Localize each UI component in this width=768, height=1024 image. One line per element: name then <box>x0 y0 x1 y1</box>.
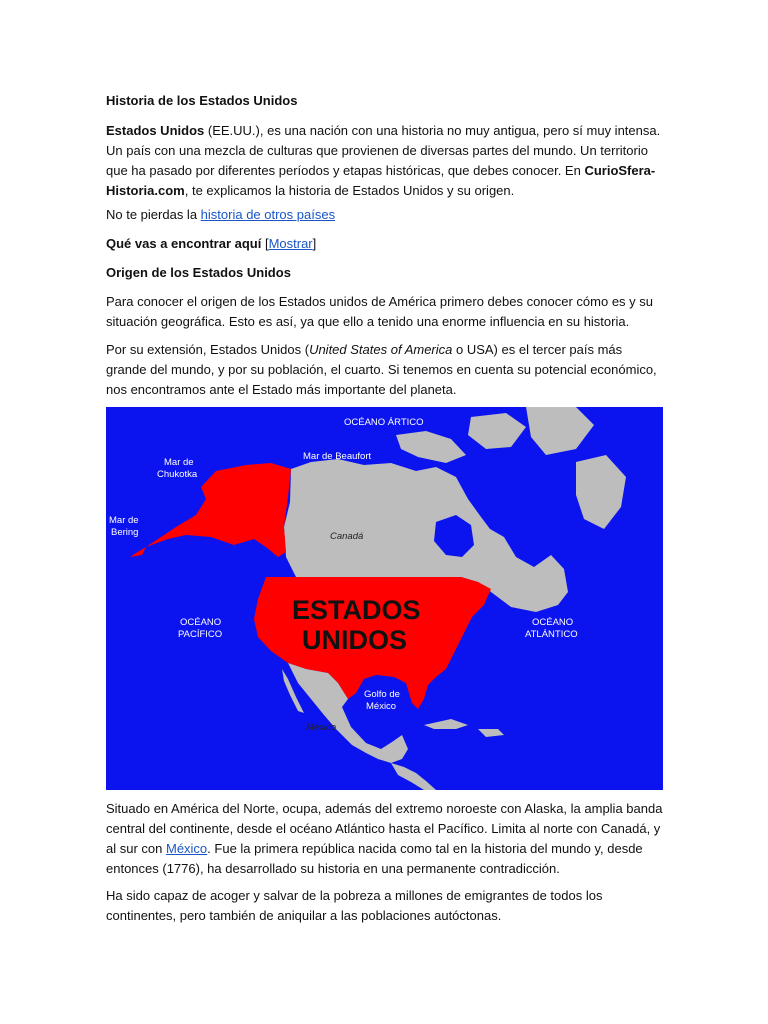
extension-paragraph: Por su extensión, Estados Unidos (United States of America o USA) es el tercer país más grande del mundo, y por su población, el cuarto. Si tenemos en cuenta su potencial económico, nos encontramos ante el Estado más importante del planeta. <box>106 342 657 397</box>
site-name: CurioSfera-Historia.com <box>106 163 656 198</box>
section-title: Origen de los Estados Unidos <box>106 265 291 280</box>
map-label-bering-2: Bering <box>111 527 139 538</box>
map-label-usa-1: ESTADOS <box>292 595 421 625</box>
map-label-pacific-2: PACÍFICO <box>178 629 223 640</box>
intro-paragraph: Estados Unidos (EE.UU.), es una nación con una historia no muy antigua, pero sí muy intensa. Un país con una mezcla de culturas que provienen de diversas partes del mundo. Un territorio que ha pasado por diferentes períodos y etapas históricas, que debes conocer. En CurioSfera-Historia.com, te explicamos la historia de Estados Unidos y su origen. <box>106 123 661 198</box>
map-label-beaufort: Mar de Beaufort <box>303 451 372 462</box>
map-label-atlantic-2: ATLÁNTICO <box>525 629 578 640</box>
map-label-gulf-2: México <box>366 701 397 712</box>
document-heading: Historia de los Estados Unidos <box>106 93 298 108</box>
other-countries-link[interactable]: historia de otros países <box>200 207 336 222</box>
map-label-atlantic-1: OCÉANO <box>532 617 574 628</box>
toc-line: Qué vas a encontrar aquí [Mostrar] <box>106 236 317 251</box>
mexico-link[interactable]: México <box>165 841 208 856</box>
map-label-pacific-1: OCÉANO <box>180 617 222 628</box>
map-label-bering-1: Mar de <box>109 515 139 526</box>
map-label-mexico: México <box>306 722 337 733</box>
location-paragraph: Situado en América del Norte, ocupa, además del extremo noroeste con Alaska, la amplia banda central del continente, desde el océano Atlántico hasta el Pacífico. Limita al norte con Canadá, y al sur con México. Fue la primera república nacida como tal en la historia del mundo y, desde entonces (1776), ha desarrollado su historia en una permanente contradicción. <box>106 801 663 876</box>
origin-paragraph: Para conocer el origen de los Estados unidos de América primero debes conocer cómo es y su situación geográfica. Esto es así, ya que ello a tenido una enorme influencia en su historia. <box>106 294 654 329</box>
north-america-map <box>106 407 663 790</box>
map-label-usa-2: UNIDOS <box>302 625 408 655</box>
more-countries-line: No te pierdas la historia de otros países <box>106 207 336 222</box>
map-label-chukotka-1: Mar de <box>164 457 194 468</box>
toc-show-link[interactable]: Mostrar <box>268 236 313 251</box>
immigrants-paragraph: Ha sido capaz de acoger y salvar de la pobreza a millones de emigrantes de todos los continentes, pero también de aniquilar a las poblaciones autóctonas. <box>106 888 603 923</box>
intro-term: Estados Unidos <box>106 123 205 138</box>
map-label-chukotka-2: Chukotka <box>157 469 198 480</box>
map-label-arctic: OCÉANO ÁRTICO <box>344 417 424 428</box>
map-label-gulf-1: Golfo de <box>364 689 400 700</box>
map-label-canada: Canadá <box>330 531 364 542</box>
